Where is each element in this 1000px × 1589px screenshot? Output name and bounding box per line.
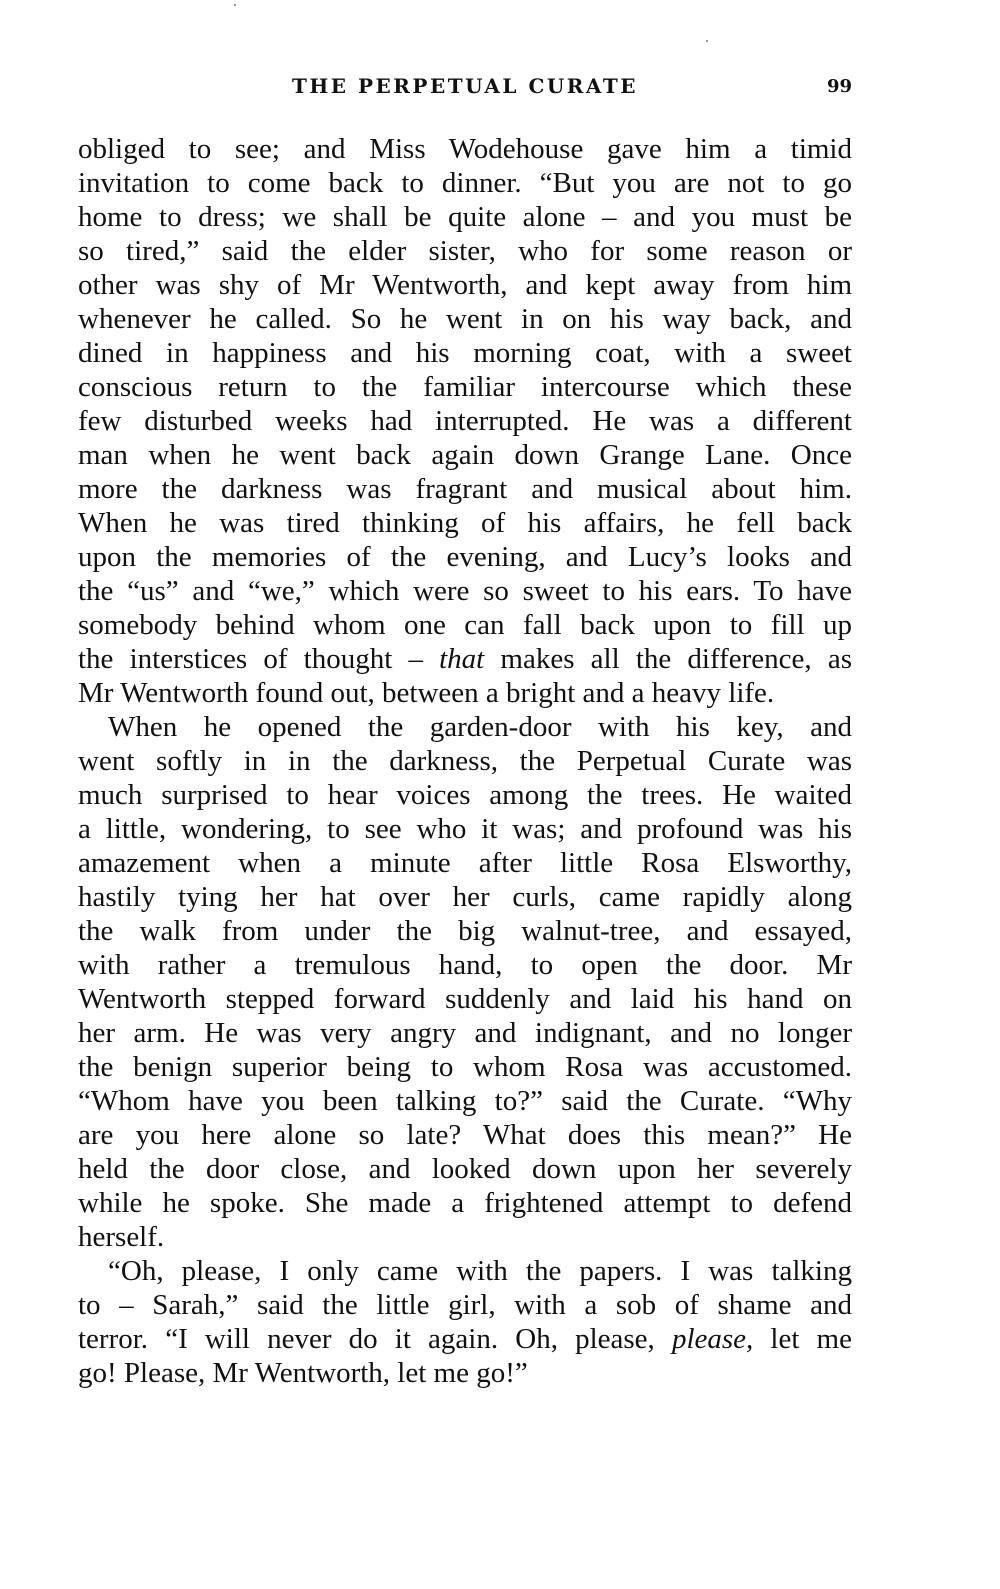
- text-line: her arm. He was very angry and indignant, and no longer: [78, 1017, 852, 1049]
- text-line: amazement when a minute after little Rosa Elsworthy,: [78, 847, 852, 879]
- text-line: whenever he called. So he went in on his way back, and: [78, 303, 852, 335]
- text-line: man when he went back again down Grange Lane. Once: [78, 439, 852, 471]
- text-line: the benign superior being to whom Rosa was accustomed.: [78, 1051, 852, 1083]
- text-line: herself.: [78, 1221, 165, 1253]
- text-line: conscious return to the familiar intercourse which these: [78, 371, 852, 403]
- text-line: a little, wondering, to see who it was; and profound was his: [78, 813, 852, 845]
- text-line: with rather a tremulous hand, to open the door. Mr: [78, 949, 852, 981]
- text-line: When he opened the garden-door with his key, and: [108, 711, 852, 743]
- text-line: few disturbed weeks had interrupted. He was a different: [78, 405, 852, 437]
- text-run: the interstices of thought –: [78, 643, 440, 675]
- text-line: home to dress; we shall be quite alone – and you must be: [78, 201, 852, 233]
- text-line: When he was tired thinking of his affairs, he fell back: [78, 507, 852, 539]
- text-line: invitation to come back to dinner. “But you are not to go: [78, 167, 852, 199]
- italic-word: please,: [671, 1323, 754, 1355]
- text-line: the walk from under the big walnut-tree, and essayed,: [78, 915, 852, 947]
- scan-speck: [234, 4, 236, 6]
- page-number: 99: [826, 76, 852, 97]
- text-line: upon the memories of the evening, and Lucy’s looks and: [78, 541, 852, 573]
- text-line: [78, 642, 852, 676]
- running-header: [78, 74, 852, 104]
- scan-speck: [706, 40, 708, 42]
- text-line: Mr Wentworth found out, between a bright and a heavy life.: [78, 677, 775, 709]
- text-run: terror. “I will never do it again. Oh, please,: [78, 1323, 672, 1355]
- text-line: go! Please, Mr Wentworth, let me go!”: [78, 1357, 528, 1389]
- text-line: while he spoke. She made a frightened attempt to defend: [78, 1187, 852, 1219]
- text-line: much surprised to hear voices among the trees. He waited: [78, 779, 852, 811]
- italic-word: that: [439, 643, 485, 675]
- text-run: let me: [753, 1323, 852, 1355]
- text-line: hastily tying her hat over her curls, came rapidly along: [78, 881, 852, 913]
- body-text: [78, 132, 852, 1390]
- text-line: to – Sarah,” said the little girl, with a sob of shame and: [78, 1289, 852, 1321]
- text-line: are you here alone so late? What does this mean?” He: [78, 1119, 852, 1151]
- text-line: dined in happiness and his morning coat, with a sweet: [78, 337, 852, 369]
- text-run: makes all the difference, as: [484, 643, 852, 675]
- text-line: [78, 1322, 852, 1356]
- text-line: somebody behind whom one can fall back upon to fill up: [78, 609, 852, 641]
- running-title: THE PERPETUAL CURATE: [292, 74, 638, 98]
- text-line: held the door close, and looked down upon her severely: [78, 1153, 852, 1185]
- text-line: “Oh, please, I only came with the papers. I was talking: [108, 1255, 852, 1287]
- text-line: other was shy of Mr Wentworth, and kept away from him: [78, 269, 852, 301]
- text-line: obliged to see; and Miss Wodehouse gave him a timid: [78, 133, 852, 165]
- text-line: more the darkness was fragrant and musical about him.: [78, 473, 852, 505]
- text-line: Wentworth stepped forward suddenly and laid his hand on: [78, 983, 852, 1015]
- text-line: so tired,” said the elder sister, who for some reason or: [78, 235, 852, 267]
- text-line: the “us” and “we,” which were so sweet to his ears. To have: [78, 575, 852, 607]
- text-line: went softly in in the darkness, the Perpetual Curate was: [78, 745, 852, 777]
- text-line: “Whom have you been talking to?” said the Curate. “Why: [78, 1085, 852, 1117]
